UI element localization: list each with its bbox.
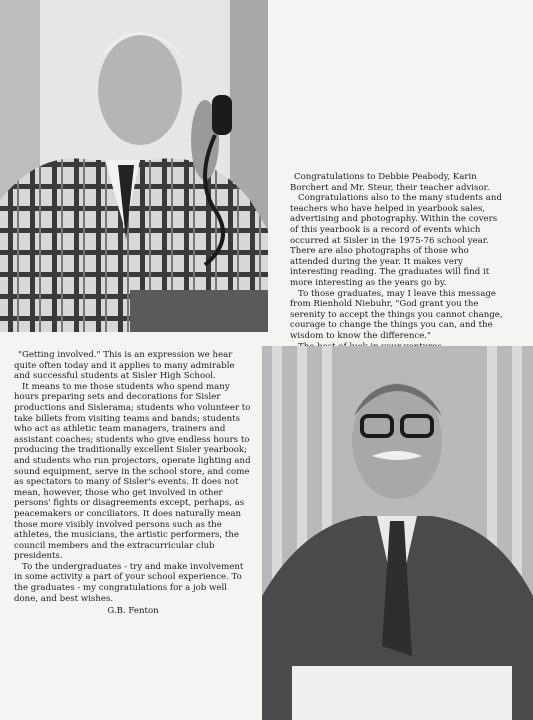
message-paragraph: It means to me those students who spend many hours preparing sets and decorations for Sisler productions and Sislerama; students who volunteer to take billets from visiting teams and bands; students who act as athletic team managers, trainers and assistant coaches; students who give endless hours to producing the traditionally excellent Sisler yearbook; and students who run projectors, operate lighting and sound equipment, serve in the school store, and come as spectators to many of Sisler's events. It does not mean, however, those who get involved in other persons' fights or disagreements except, perhaps, as peacemakers or conciliators. It does naturally mean those more visibly involved persons such as the athletes, the musicians, the artistic performers, the council members and the extracurricular club presidents.: [14, 381, 251, 562]
message-paragraph: "Getting involved." This is an expression we hear quite often today and it applies to many admirable and successful students at Sisler High School.: [14, 350, 235, 382]
photo-vice-principal-at-desk: [262, 346, 533, 720]
message-paragraph: Congratulations to Debbie Peabody, Karin Borchert and Mr. Steur, their teacher advisor.: [290, 172, 490, 193]
photo-principal-on-phone: [0, 0, 268, 332]
vice-principal-message: [14, 350, 252, 617]
message-paragraph: To the undergraduates - try and make involvement in some activity a part of your school experience. To the graduates - my congratulations for a job well done, and best wishes.: [14, 561, 244, 604]
message-paragraph: To those graduates, may I leave this message from Rienhold Niebuhr, "God grant you the serenity to accept the things you cannot change, courage to change the things you can, and the wisdom to know the difference.": [290, 288, 503, 341]
signature: G.B. Fenton: [107, 606, 159, 617]
message-paragraph: Congratulations also to the many students and teachers who have helped in yearbook sales, advertising and photography. Within the covers of this yearbook is a record of events which occurred at Sisler in the 1975-76 school year. There are also photographs of those who attended during the year. It makes very interesting reading. The graduates will find it more interesting as the years go by.: [290, 193, 502, 288]
principal-message: [290, 172, 508, 363]
